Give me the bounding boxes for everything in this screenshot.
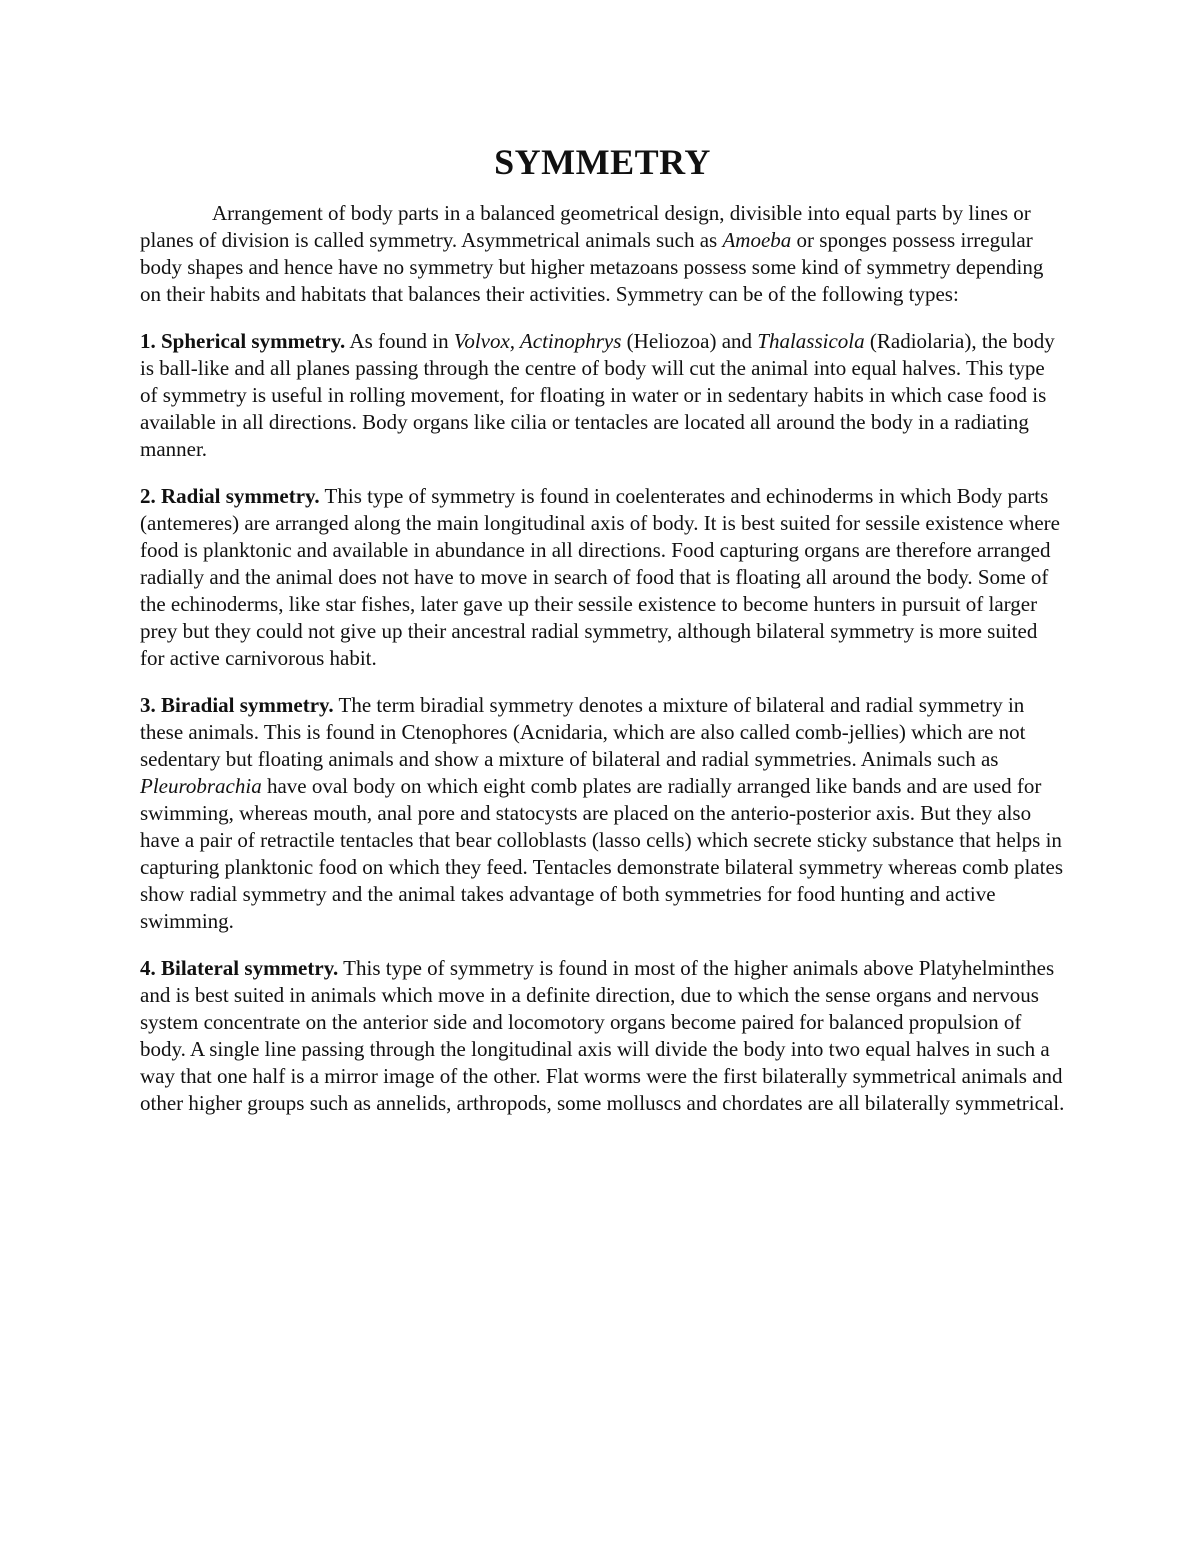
bilateral-text-1: This type of symmetry is found in most of the higher animals above Platyhelminthes and is best suited in animals which move in a definite direction, due to which the sense organs and nervous system concentrate on the anterior side and locomotory organs become paired for balanced propulsion of body. A single line passing through the longitudinal axis will divide the body into two equal halves in such a way that one half is a mirror image of the other. Flat worms were the first bilaterally symmetrical animals and other higher groups such as annelids, arthropods, some molluscs and chordates are all bilaterally symmetrical.	[140, 956, 1065, 1115]
radial-symmetry-paragraph	[140, 483, 1065, 672]
intro-italic-amoeba: Amoeba	[722, 228, 792, 252]
intro-text-2: or sponges possess irregular body shapes and hence have no symmetry but higher metazoans possess some kind of symmetry depending on their habits and habitats that balances their activities. Symmetry can be of the following types:	[140, 228, 1044, 306]
intro-text-1: Arrangement of body parts in a balanced geometrical design, divisible into equal parts by lines or planes of division is called symmetry. Asymmetrical animals such as	[140, 201, 1031, 252]
intro-paragraph	[140, 200, 1065, 308]
spherical-text-3: (Radiolaria), the body is ball-like and all planes passing through the centre of body will cut the animal into equal halves. This type of symmetry is useful in rolling movement, for floating in water or in sedentary habits in which case food is available in all directions. Body organs like cilia or tentacles are located all around the body in a radiating manner.	[140, 329, 1055, 461]
biradial-italic-pleurobrachia: Pleurobrachia	[140, 774, 262, 798]
spherical-symmetry-paragraph	[140, 328, 1065, 463]
spherical-italic-volvox: Volvox, Actinophrys	[453, 329, 622, 353]
bilateral-symmetry-paragraph	[140, 955, 1065, 1117]
biradial-text-2: have oval body on which eight comb plates are radially arranged like bands and are used for swimming, whereas mouth, anal pore and statocysts are placed on the anterio-posterior axis. But they also have a pair of retractile tentacles that bear colloblasts (lasso cells) which secrete sticky substance that helps in capturing planktonic food on which they feed. Tentacles demonstrate bilateral symmetry whereas comb plates show radial symmetry and the animal takes advantage of both symmetries for food hunting and active swimming.	[140, 774, 1064, 933]
biradial-symmetry-heading: 3. Biradial symmetry.	[140, 693, 334, 717]
spherical-italic-thalassicola: Thalassicola	[757, 329, 865, 353]
biradial-symmetry-paragraph	[140, 692, 1065, 935]
document-page	[140, 138, 1065, 1137]
radial-symmetry-heading: 2. Radial symmetry.	[140, 484, 320, 508]
bilateral-symmetry-heading: 4. Bilateral symmetry.	[140, 956, 339, 980]
radial-text-1: This type of symmetry is found in coelenterates and echinoderms in which Body parts (antemeres) are arranged along the main longitudinal axis of body. It is best suited for sessile existence where food is planktonic and available in abundance in all directions. Food capturing organs are therefore arranged radially and the animal does not have to move in search of food that is floating all around the body. Some of the echinoderms, like star fishes, later gave up their sessile existence to become hunters in pursuit of larger prey but they could not give up their ancestral radial symmetry, although bilateral symmetry is more suited for active carnivorous habit.	[140, 484, 1061, 670]
page-title: SYMMETRY	[494, 142, 711, 182]
biradial-text-1: The term biradial symmetry denotes a mixture of bilateral and radial symmetry in these animals. This is found in Ctenophores (Acnidaria, which are also called comb-jellies) which are not sedentary but floating animals and show a mixture of bilateral and radial symmetries. Animals such as	[140, 693, 1026, 771]
spherical-text-2: (Heliozoa) and	[621, 329, 758, 353]
spherical-symmetry-heading: 1. Spherical symmetry.	[140, 329, 346, 353]
spherical-text-1: As found in	[345, 329, 454, 353]
